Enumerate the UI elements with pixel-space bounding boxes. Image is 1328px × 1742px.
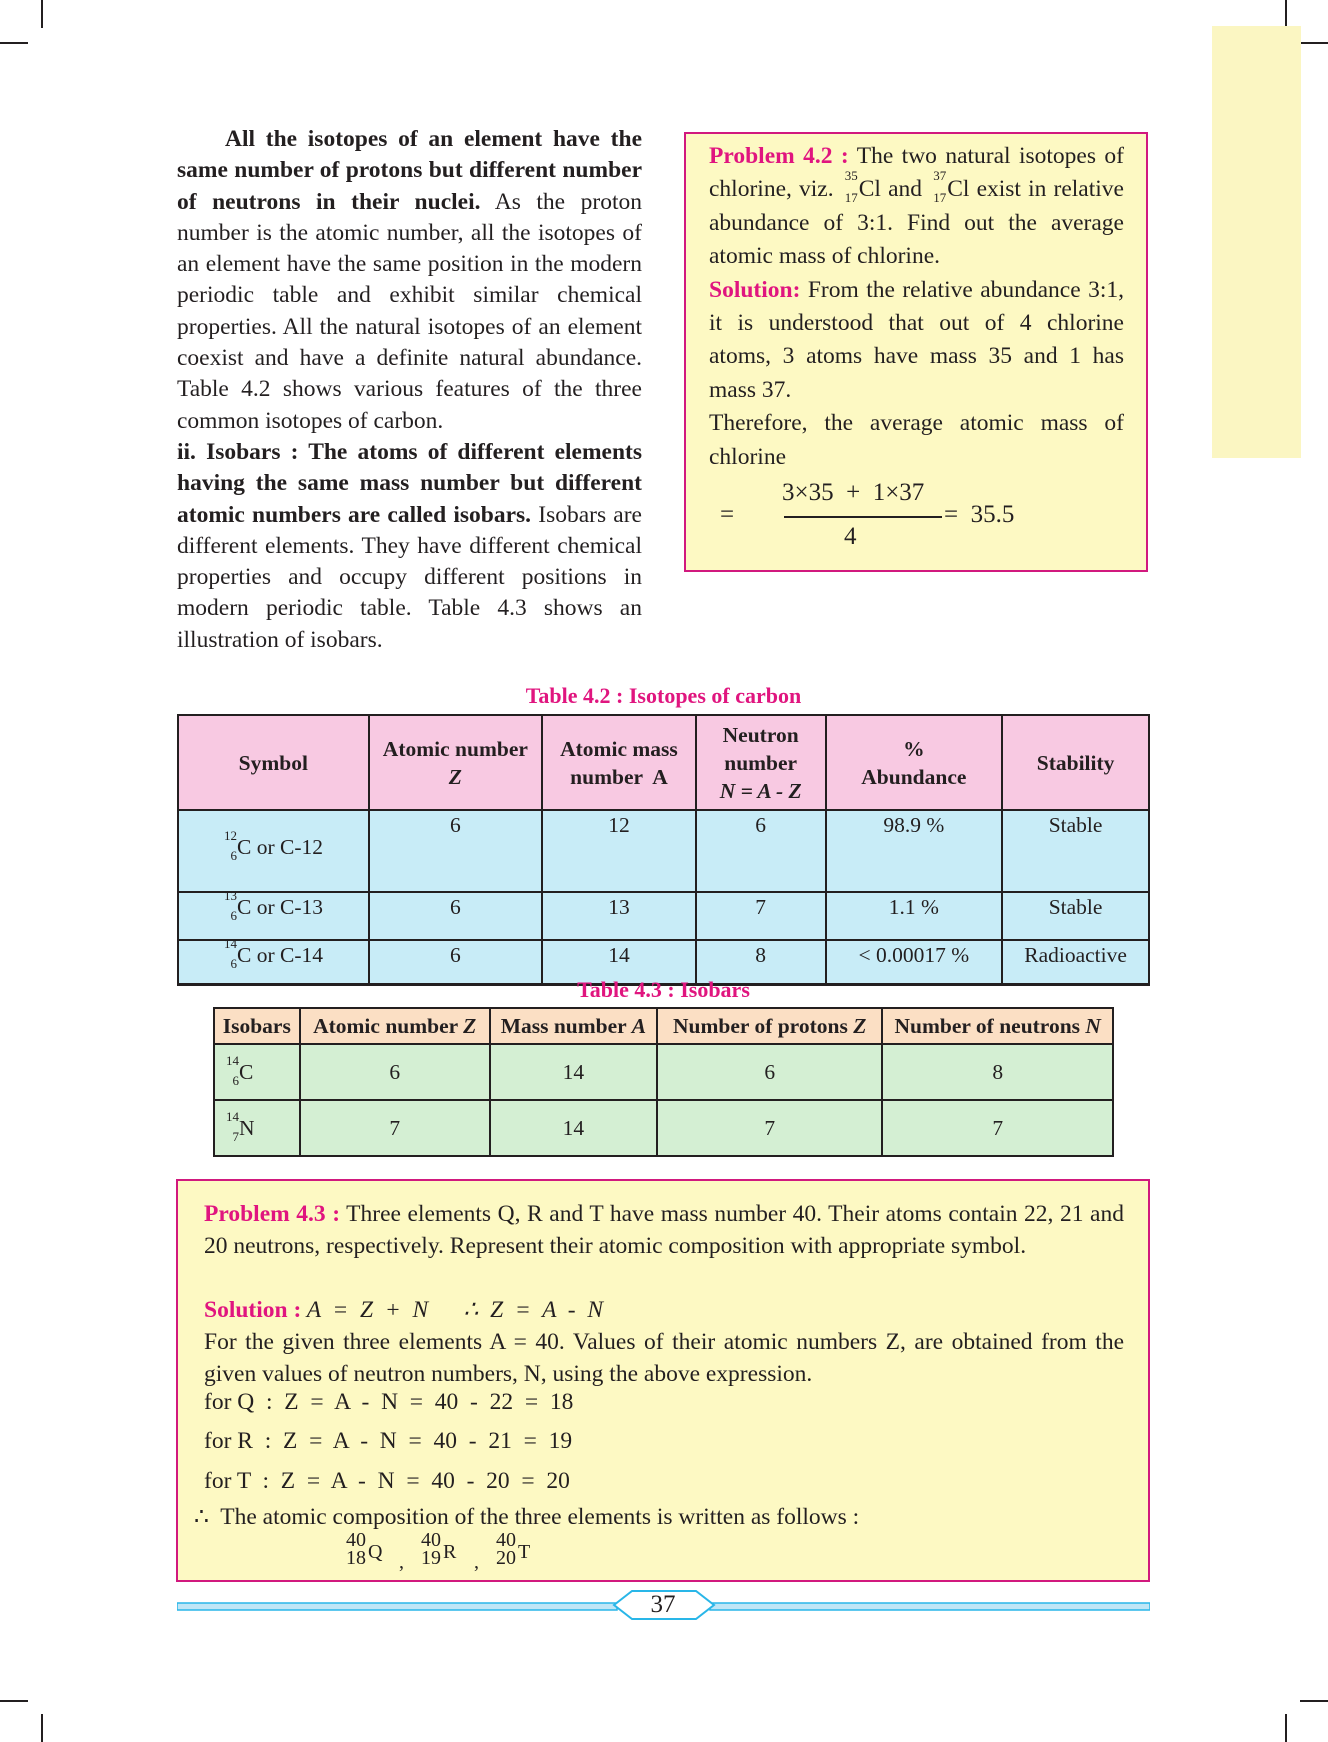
- mass-number: 14: [224, 936, 237, 951]
- header-text: Neutron: [722, 722, 799, 747]
- atomic-number-cell: 6: [369, 810, 542, 892]
- header-isobars: Isobars: [214, 1008, 300, 1044]
- mass-number-cell: 12: [542, 810, 696, 892]
- solution-label: Solution:: [709, 276, 801, 303]
- neutrons-cell: 8: [882, 1044, 1113, 1100]
- alt-name: or C-14: [251, 943, 324, 967]
- calc-r: for R : Z = A - N = 40 - 21 = 19: [204, 1428, 573, 1454]
- element-symbol: Cl: [947, 176, 970, 203]
- comma: ,: [399, 1551, 404, 1573]
- neutron-cell: 7: [696, 892, 826, 940]
- isotopes-table: [177, 714, 1150, 986]
- crop-mark: [1300, 1700, 1328, 1702]
- header-var: N: [1085, 1013, 1101, 1038]
- element-symbol: Cl: [858, 176, 881, 203]
- header-stability: Stability: [1002, 715, 1149, 810]
- stability-cell: Stable: [1002, 892, 1149, 940]
- calc-t: for T : Z = A - N = 40 - 20 = 20: [204, 1468, 570, 1494]
- protons-cell: 7: [657, 1100, 883, 1156]
- header-var: Z: [448, 764, 462, 789]
- alt-name: or C-13: [251, 895, 324, 919]
- header-atomic-number: [300, 1008, 490, 1044]
- isotope-notation: [223, 828, 237, 863]
- isobar-symbol-cell: [214, 1100, 300, 1156]
- fraction-numerator: 3×35 + 1×37: [782, 479, 925, 506]
- page-number: 37: [650, 1591, 676, 1618]
- neutron-cell: 6: [696, 810, 826, 892]
- problem-4-2-statement: [709, 140, 1124, 274]
- header-neutrons: [882, 1008, 1113, 1044]
- mass-number-cell: 14: [490, 1100, 657, 1156]
- problem-text: exist in relative abundance of 3:1. Find out the average atomic mass of chlorine.: [709, 176, 1124, 270]
- isobar-symbol-cell: [214, 1044, 300, 1100]
- atomic-number: 7: [232, 1128, 239, 1144]
- header-protons: [657, 1008, 883, 1044]
- mass-number-cell: 14: [490, 1044, 657, 1100]
- header-text: Atomic mass: [560, 736, 678, 761]
- problem-4-3-explanation: For the given three elements A = 40. Values of their atomic numbers Z, are obtained from the given values of neutron numbers, N, using the above expression.: [204, 1329, 1124, 1387]
- problem-4-3-label: Problem 4.3 :: [204, 1201, 341, 1227]
- header-var: N = A - Z: [719, 778, 802, 803]
- atomic-number: 6: [230, 908, 237, 923]
- comma: ,: [474, 1551, 479, 1573]
- chlorine-35-notation: [841, 168, 859, 206]
- header-mass-number: [490, 1008, 657, 1044]
- header-text: number: [724, 750, 798, 775]
- header-var: Z: [463, 1013, 477, 1038]
- header-text: number A: [570, 764, 668, 789]
- table-4-3-caption: Table 4.3 : Isobars: [577, 977, 750, 1002]
- mass-number: 14: [226, 1052, 239, 1068]
- problem-4-3-box: [176, 1179, 1150, 1582]
- element-symbol: N: [239, 1115, 255, 1140]
- atomic-number: 17: [933, 190, 947, 206]
- fraction-denominator: 4: [844, 523, 857, 550]
- solution-text: From the relative abundance 3:1, it is understood that out of 4 chlorine atoms, 3 atoms have mass 35 and 1 has mass 37.: [709, 276, 1124, 403]
- problem-text: Three elements Q, R and T have mass number 40. Their atoms contain 22, 21 and 20 neutrons, respectively. Represent their atomic composition with appropriate symbol.: [204, 1201, 1124, 1259]
- atomic-number: 6: [230, 848, 237, 863]
- table-row: [178, 810, 1149, 892]
- neutron-cell: 8: [696, 940, 826, 985]
- therefore-text: Therefore, the average atomic mass of chlorine: [709, 410, 1124, 470]
- mass-number: 37: [933, 168, 947, 184]
- isobars-paragraph: [177, 437, 642, 656]
- header-text: Abundance: [861, 764, 967, 789]
- solution-label: Solution :: [204, 1297, 302, 1323]
- problem-4-2-label: Problem 4.2 :: [709, 143, 849, 169]
- alt-name: or C-12: [251, 835, 324, 859]
- header-abundance: [826, 715, 1003, 810]
- mass-number: 40: [346, 1529, 366, 1551]
- fraction-bar: [784, 516, 942, 518]
- crop-mark: [1300, 42, 1328, 44]
- crop-mark: [1285, 0, 1287, 28]
- atomic-number: 6: [230, 956, 237, 971]
- crop-mark: [1285, 1714, 1287, 1742]
- atomic-number-cell: 6: [300, 1044, 490, 1100]
- left-column-text: [177, 124, 642, 656]
- crop-mark: [41, 1714, 43, 1742]
- protons-cell: 6: [657, 1044, 883, 1100]
- problem-text: and: [880, 176, 930, 203]
- mass-number: 12: [224, 828, 237, 843]
- problem-4-2-box: [684, 132, 1148, 572]
- element-symbol: C: [237, 895, 252, 919]
- abundance-cell: 1.1 %: [826, 892, 1003, 940]
- isotopes-definition: All the isotopes of an element have the same number of protons but different number of neutrons in their nuclei.: [177, 126, 642, 215]
- symbol-cell: [178, 888, 369, 940]
- abundance-cell: 98.9 %: [826, 810, 1003, 892]
- problem-4-3-solution: [204, 1295, 603, 1324]
- atomic-number: 18: [346, 1547, 366, 1569]
- table-4-2-caption: Table 4.2 : Isotopes of carbon: [525, 683, 802, 708]
- fraction-result: = 35.5: [944, 501, 1015, 528]
- neutrons-cell: 7: [882, 1100, 1113, 1156]
- isotopes-explanation: As the proton number is the atomic number, all the isotopes of an element have the same position in the modern periodic table and exhibit similar chemical properties. All the natural isotopes of an element coexist and have a definite natural abundance. Table 4.2 shows various features of the three common isotopes of carbon.: [177, 188, 642, 434]
- equals-sign: =: [720, 501, 735, 528]
- isobar-notation: [225, 1108, 239, 1144]
- isotope-notation: [223, 888, 237, 923]
- table-header-row: [214, 1008, 1113, 1044]
- solution-equation: A = Z + N ∴ Z = A - N: [301, 1297, 604, 1323]
- mass-number-cell: 14: [542, 940, 696, 985]
- header-var: Z: [853, 1013, 867, 1038]
- mass-number: 40: [496, 1529, 516, 1551]
- header-text: Mass number: [500, 1013, 632, 1038]
- problem-4-2-solution: [709, 274, 1124, 408]
- table-row: [178, 892, 1149, 940]
- problem-text: The two natural isotopes of chlorine, viz.: [709, 143, 1124, 203]
- header-var: A: [631, 1013, 647, 1038]
- element-symbol: C: [237, 943, 252, 967]
- header-atomic-number: [369, 715, 542, 810]
- header-neutron-number: [696, 715, 826, 810]
- isobars-table: [213, 1007, 1114, 1157]
- header-text: Number of neutrons: [894, 1013, 1086, 1038]
- header-mass-number: [542, 715, 696, 810]
- header-symbol: Symbol: [178, 715, 369, 810]
- stability-cell: Radioactive: [1002, 940, 1149, 985]
- atomic-number: 20: [496, 1547, 516, 1569]
- element-symbol: C: [237, 835, 252, 859]
- element-symbol: T: [518, 1541, 531, 1563]
- symbol-cell: [178, 810, 369, 892]
- atomic-number: 17: [844, 190, 858, 206]
- isobars-definition: ii. Isobars : The atoms of different elements having the same mass number but different atomic numbers are called isobars.: [177, 438, 642, 528]
- atomic-number-cell: 6: [369, 940, 542, 985]
- calc-q: for Q : Z = A - N = 40 - 22 = 18: [204, 1389, 574, 1415]
- isotopes-paragraph: [177, 124, 642, 437]
- mass-number-cell: 13: [542, 892, 696, 940]
- mass-number: 14: [226, 1108, 239, 1124]
- header-text: Atomic number: [313, 1013, 464, 1038]
- mass-number: 35: [844, 168, 858, 184]
- stability-cell: Stable: [1002, 810, 1149, 892]
- header-text: Number of protons: [673, 1013, 854, 1038]
- table-row: [214, 1100, 1113, 1156]
- table-row: [214, 1044, 1113, 1100]
- conclusion-text: ∴ The atomic composition of the three elements is written as follows :: [194, 1504, 860, 1530]
- atomic-number: 19: [421, 1547, 441, 1569]
- isotope-notation: [223, 936, 237, 971]
- side-tab: [1212, 26, 1301, 458]
- abundance-cell: < 0.00017 %: [826, 940, 1003, 985]
- header-text: %: [903, 736, 925, 761]
- mass-number: 40: [421, 1529, 441, 1551]
- chlorine-37-notation: [929, 168, 947, 206]
- average-mass-fraction: [720, 476, 1120, 566]
- problem-4-3-statement: [204, 1199, 1124, 1263]
- atomic-number-cell: 7: [300, 1100, 490, 1156]
- element-symbol: C: [239, 1059, 254, 1084]
- mass-number: 13: [224, 888, 237, 903]
- element-symbol: Q: [368, 1541, 383, 1563]
- isobars-explanation: Isobars are different elements. They have different chemical properties and occupy different positions in modern periodic table. Table 4.3 shows an illustration of isobars.: [177, 501, 642, 653]
- crop-mark: [41, 0, 43, 28]
- atomic-number-cell: 6: [369, 892, 542, 940]
- element-symbol: R: [443, 1541, 457, 1563]
- atomic-number: 6: [232, 1072, 239, 1088]
- header-text: Atomic number: [382, 736, 528, 761]
- crop-mark: [0, 1700, 28, 1702]
- crop-mark: [0, 42, 28, 44]
- table-header-row: [178, 715, 1149, 810]
- isobar-notation: [225, 1052, 239, 1088]
